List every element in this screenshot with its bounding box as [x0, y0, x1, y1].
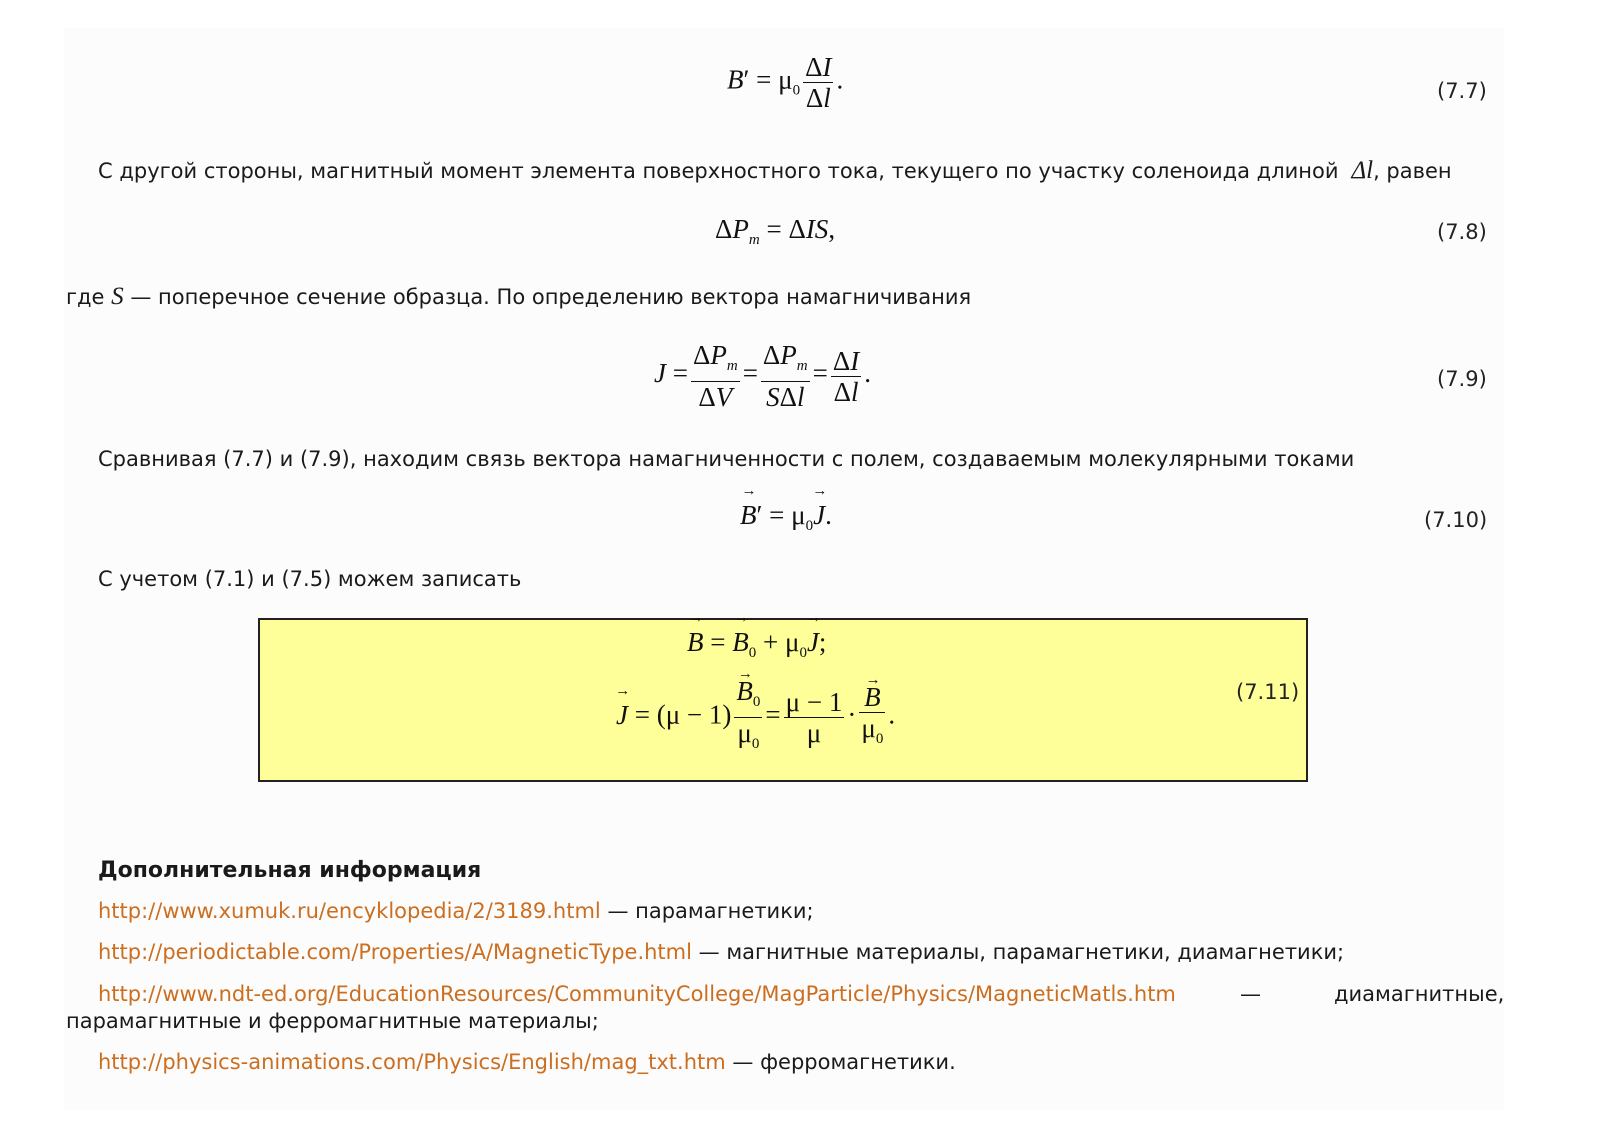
link-ndt-ed[interactable]: http://www.ndt-ed.org/EducationResources/CommunityCollege/MagParticle/Physics/MagneticMatls.htm: [98, 982, 1176, 1006]
link-row-3: [98, 981, 1176, 1007]
link-row-1: http://www.xumuk.ru/encyklopedia/2/3189.html — парамагнетики;: [98, 899, 814, 923]
link-row-3-dash: —: [1240, 982, 1261, 1006]
link-row-3-desc-continued: парамагнитные и ферромагнитные материалы;: [66, 1009, 599, 1033]
paragraph-cross-section: где S — поперечное сечение образца. По определению вектора намагничивания: [66, 283, 972, 310]
link-xumuk[interactable]: http://www.xumuk.ru/encyklopedia/2/3189.html: [98, 899, 601, 923]
equation-7-9: J = $\frac{\Delta P_m}{\Delta V}$ = $\frac{\Delta P_m}{\text{SΔl}}$ = $\frac{\Delta I}{\Delta l}$ .: [654, 340, 871, 412]
delta-l-symbol: Δl: [1345, 157, 1374, 184]
s-symbol: S: [111, 283, 124, 310]
equation-7-10: → $B' = \mu_0\to J$.: [740, 500, 832, 535]
equation-number-7-11: (7.11): [1236, 680, 1300, 704]
equation-number-7-8: (7.8): [1437, 220, 1487, 244]
link-row-4: http://physics-animations.com/Physics/English/mag_txt.htm — ферромагнетики.: [98, 1050, 956, 1074]
paragraph-comparison: Сравнивая (7.7) и (7.9), находим связь вектора намагниченности с полем, создаваемым молекулярными токами: [98, 447, 1355, 471]
link-row-3-desc: диамагнитные,: [1334, 982, 1505, 1006]
paragraph-magnetic-moment: С другой стороны, магнитный момент элемента поверхностного тока, текущего по участку соленоида длиной Δl, равен: [98, 157, 1452, 184]
paragraph-with-account: С учетом (7.1) и (7.5) можем записать: [98, 567, 522, 591]
equation-number-7-10: (7.10): [1424, 508, 1488, 532]
equation-7-8: $\Delta P_m = \Delta IS$,: [715, 214, 836, 248]
equation-7-7: $B' = \mu_0$ $\frac{\Delta I}{\Delta l}$ .: [727, 52, 844, 113]
equation-7-11-line-1: → B = → $B_0 + \mu_0\to J$;: [687, 627, 826, 662]
equation-7-11-line-2: → J = (μ − 1) → $\frac{B_0}{\mu_0}$ = $\frac{\mu - 1}{\mu}$ · → $\frac{B}{\mu_0}$ .: [616, 676, 895, 759]
link-periodictable[interactable]: http://periodictable.com/Properties/A/MagneticType.html: [98, 940, 692, 964]
equation-number-7-7: (7.7): [1437, 79, 1487, 103]
link-row-2: http://periodictable.com/Properties/A/MagneticType.html — магнитные материалы, парамагнетики, диамагнетики;: [98, 940, 1345, 964]
equation-number-7-9: (7.9): [1437, 367, 1487, 391]
link-physics-animations[interactable]: http://physics-animations.com/Physics/English/mag_txt.htm: [98, 1050, 726, 1074]
additional-info-heading: Дополнительная информация: [98, 858, 482, 883]
